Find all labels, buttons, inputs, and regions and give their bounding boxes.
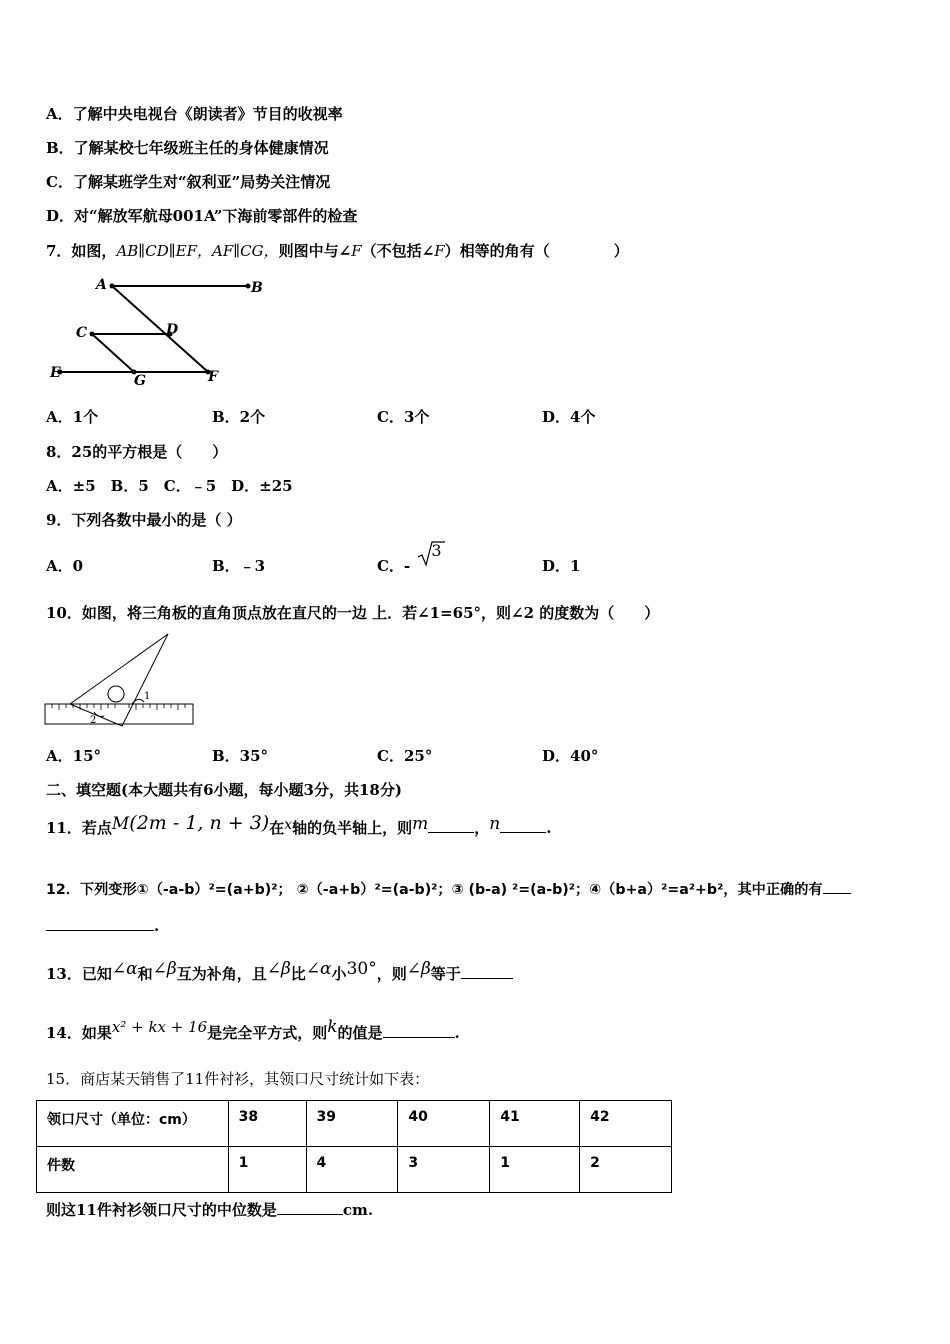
sqrt-symbol [415,541,443,571]
q9-option-c [377,541,443,576]
q9-option-c-label: C．- [377,557,411,575]
q7-label-f: F [208,369,218,385]
q14-lead: 14．如果 [46,1024,112,1042]
q13-beta: ∠β [152,959,177,979]
q7-line-cg [92,334,134,372]
q15-answer [46,1199,373,1220]
q14-expression: x² + kx + 16 [111,1018,208,1036]
q11-comma: ， [474,819,490,837]
table-cell: 1 [228,1147,306,1193]
q9-option-a: A．0 [46,557,84,575]
q11-blank-m[interactable] [428,818,474,833]
q13-mid: 互为补角，且 [176,965,267,983]
table-header-cell: 39 [306,1101,398,1147]
q7-label-d: D [166,322,179,338]
q7-label-c: C [76,325,88,341]
table-header-cell: 42 [580,1101,672,1147]
q12-blank-a[interactable] [823,879,851,894]
q6-option-d: D．对“解放军航母001A”下海前零部件的检查 [46,207,358,225]
q14-blank[interactable] [383,1023,455,1038]
q15-stem: 15．商店某天销售了11件衬衫，其领口尺寸统计如下表： [46,1070,430,1088]
table-header-cell: 40 [398,1101,490,1147]
q13-equals: 等于 [430,965,461,983]
table-cell: 3 [398,1147,490,1193]
q14-end: 的值是 [337,1024,383,1042]
q8-stem: 8．25的平方根是（ ） [46,443,228,461]
q12-end: . [154,917,160,935]
q10-figure [44,632,196,730]
q13-beta3: ∠β [406,959,431,979]
q13-than: 比 [290,965,306,983]
q7-label-e: E [50,365,61,381]
table-header-cell: 领口尺寸（单位：cm） [37,1101,229,1147]
q12-blank-b[interactable] [46,916,154,931]
q10-angle-1-label: 1 [144,691,151,702]
q11-mid2: 轴的负半轴上，则 [292,819,413,837]
q14-mid: 是完全平方式，则 [207,1024,328,1042]
q7-line-af [112,286,208,372]
q14-stem [46,1016,460,1042]
triangle-ruler [70,634,168,726]
q11-stem [46,812,552,837]
q7-option-c: C．3个 [377,408,430,426]
table-cell: 1 [490,1147,580,1193]
q7-label-g: G [134,373,146,389]
table-cell: 2 [580,1147,672,1193]
section-heading: 二、填空题(本大题共有6小题，每小题3分，共18分) [46,781,402,799]
q9-option-d: D．1 [542,557,581,575]
q7-text-c: ）相等的角有（ [444,242,550,260]
q7-option-a: A．1个 [46,408,99,426]
table-row [37,1147,672,1193]
q13-alpha: ∠α [111,959,138,979]
q15-blank[interactable] [277,1200,343,1215]
q11-end: . [546,819,552,837]
q15-answer-lead: 则这11件衬衫领口尺寸的中位数是 [46,1201,277,1219]
q10-angle-2-label: 2 [90,715,97,726]
q6-option-c: C．了解某班学生对“叙利亚”局势关注情况 [46,173,331,191]
q7-option-b: B．2个 [212,408,266,426]
q11-mid1: 在 [269,819,285,837]
q13-alpha2: ∠α [305,959,332,979]
q10-stem: 10．如图，将三角板的直角顶点放在直尺的一边 上．若∠1=65°，则∠2 的度数为（ ） [46,604,660,622]
q7-label-b: B [251,280,263,296]
table-header-row [37,1101,672,1147]
q15-answer-unit: cm. [342,1201,374,1219]
q10-option-d: D．40° [542,747,599,765]
q11-m: m [412,814,429,834]
q9-radicand: 3 [431,541,442,560]
q11-blank-n[interactable] [500,818,546,833]
q11-point: M [111,814,130,834]
q9-option-b: B．﹣3 [212,557,266,575]
q11-coords: (2m - 1, n + 3) [129,812,270,834]
q7-angle-f: F [351,242,362,260]
q10-option-a: A．15° [46,747,102,765]
q12-text: 12．下列变形①（-a-b）²=(a+b)²； ②（-a+b）²=(a-b)²；③ (b-a) ²=(a-b)²；④（b+a）²=a²+b²，其中正确的有 [46,882,823,898]
table-header-cell: 41 [490,1101,580,1147]
q14-period: . [454,1024,460,1042]
q9-stem: 9．下列各数中最小的是（ ） [46,511,242,529]
q6-option-b: B．了解某校七年级班主任的身体健康情况 [46,139,329,157]
q14-k: k [327,1017,338,1037]
q7-condition: AB∥CD∥EF，AF∥CG， [116,242,279,260]
q7-text-b: （不包括∠ [361,242,435,260]
collar-size-table [36,1100,672,1193]
q13-beta2: ∠β [266,959,291,979]
q6-option-a: A．了解中央电视台《朗读者》节目的收视率 [46,105,343,123]
table-cell: 4 [306,1147,398,1193]
q10-option-b: B．35° [212,747,269,765]
q12-continuation [46,916,159,935]
q7-stem [46,240,629,261]
triangle-hole [108,686,124,702]
table-header-cell: 38 [228,1101,306,1147]
q13-and: 和 [137,965,153,983]
table-cell: 件数 [37,1147,229,1193]
q11-n: n [489,814,501,834]
q7-figure [46,272,276,392]
q11-x: x [284,817,293,833]
q7-angle-f2: F [434,242,445,260]
q7-text-a: 则图中与∠ [278,242,352,260]
q8-options: A．±5 B．5 C．﹣5 D．±25 [46,477,293,495]
q12-stem [46,879,851,899]
q13-less: 小 [331,965,347,983]
q13-lead: 13．已知 [46,965,112,983]
q7-option-d: D．4个 [542,408,596,426]
q13-stem [46,958,513,983]
q7-number: 7．如图， [46,242,117,260]
q13-degrees: 30° [346,959,377,979]
q7-close-paren: ） [613,242,629,260]
q7-label-a: A [96,277,107,293]
q10-option-c: C．25° [377,747,433,765]
q11-lead: 11．若点 [46,819,112,837]
q13-blank[interactable] [461,964,513,979]
q13-then: ，则 [376,965,407,983]
